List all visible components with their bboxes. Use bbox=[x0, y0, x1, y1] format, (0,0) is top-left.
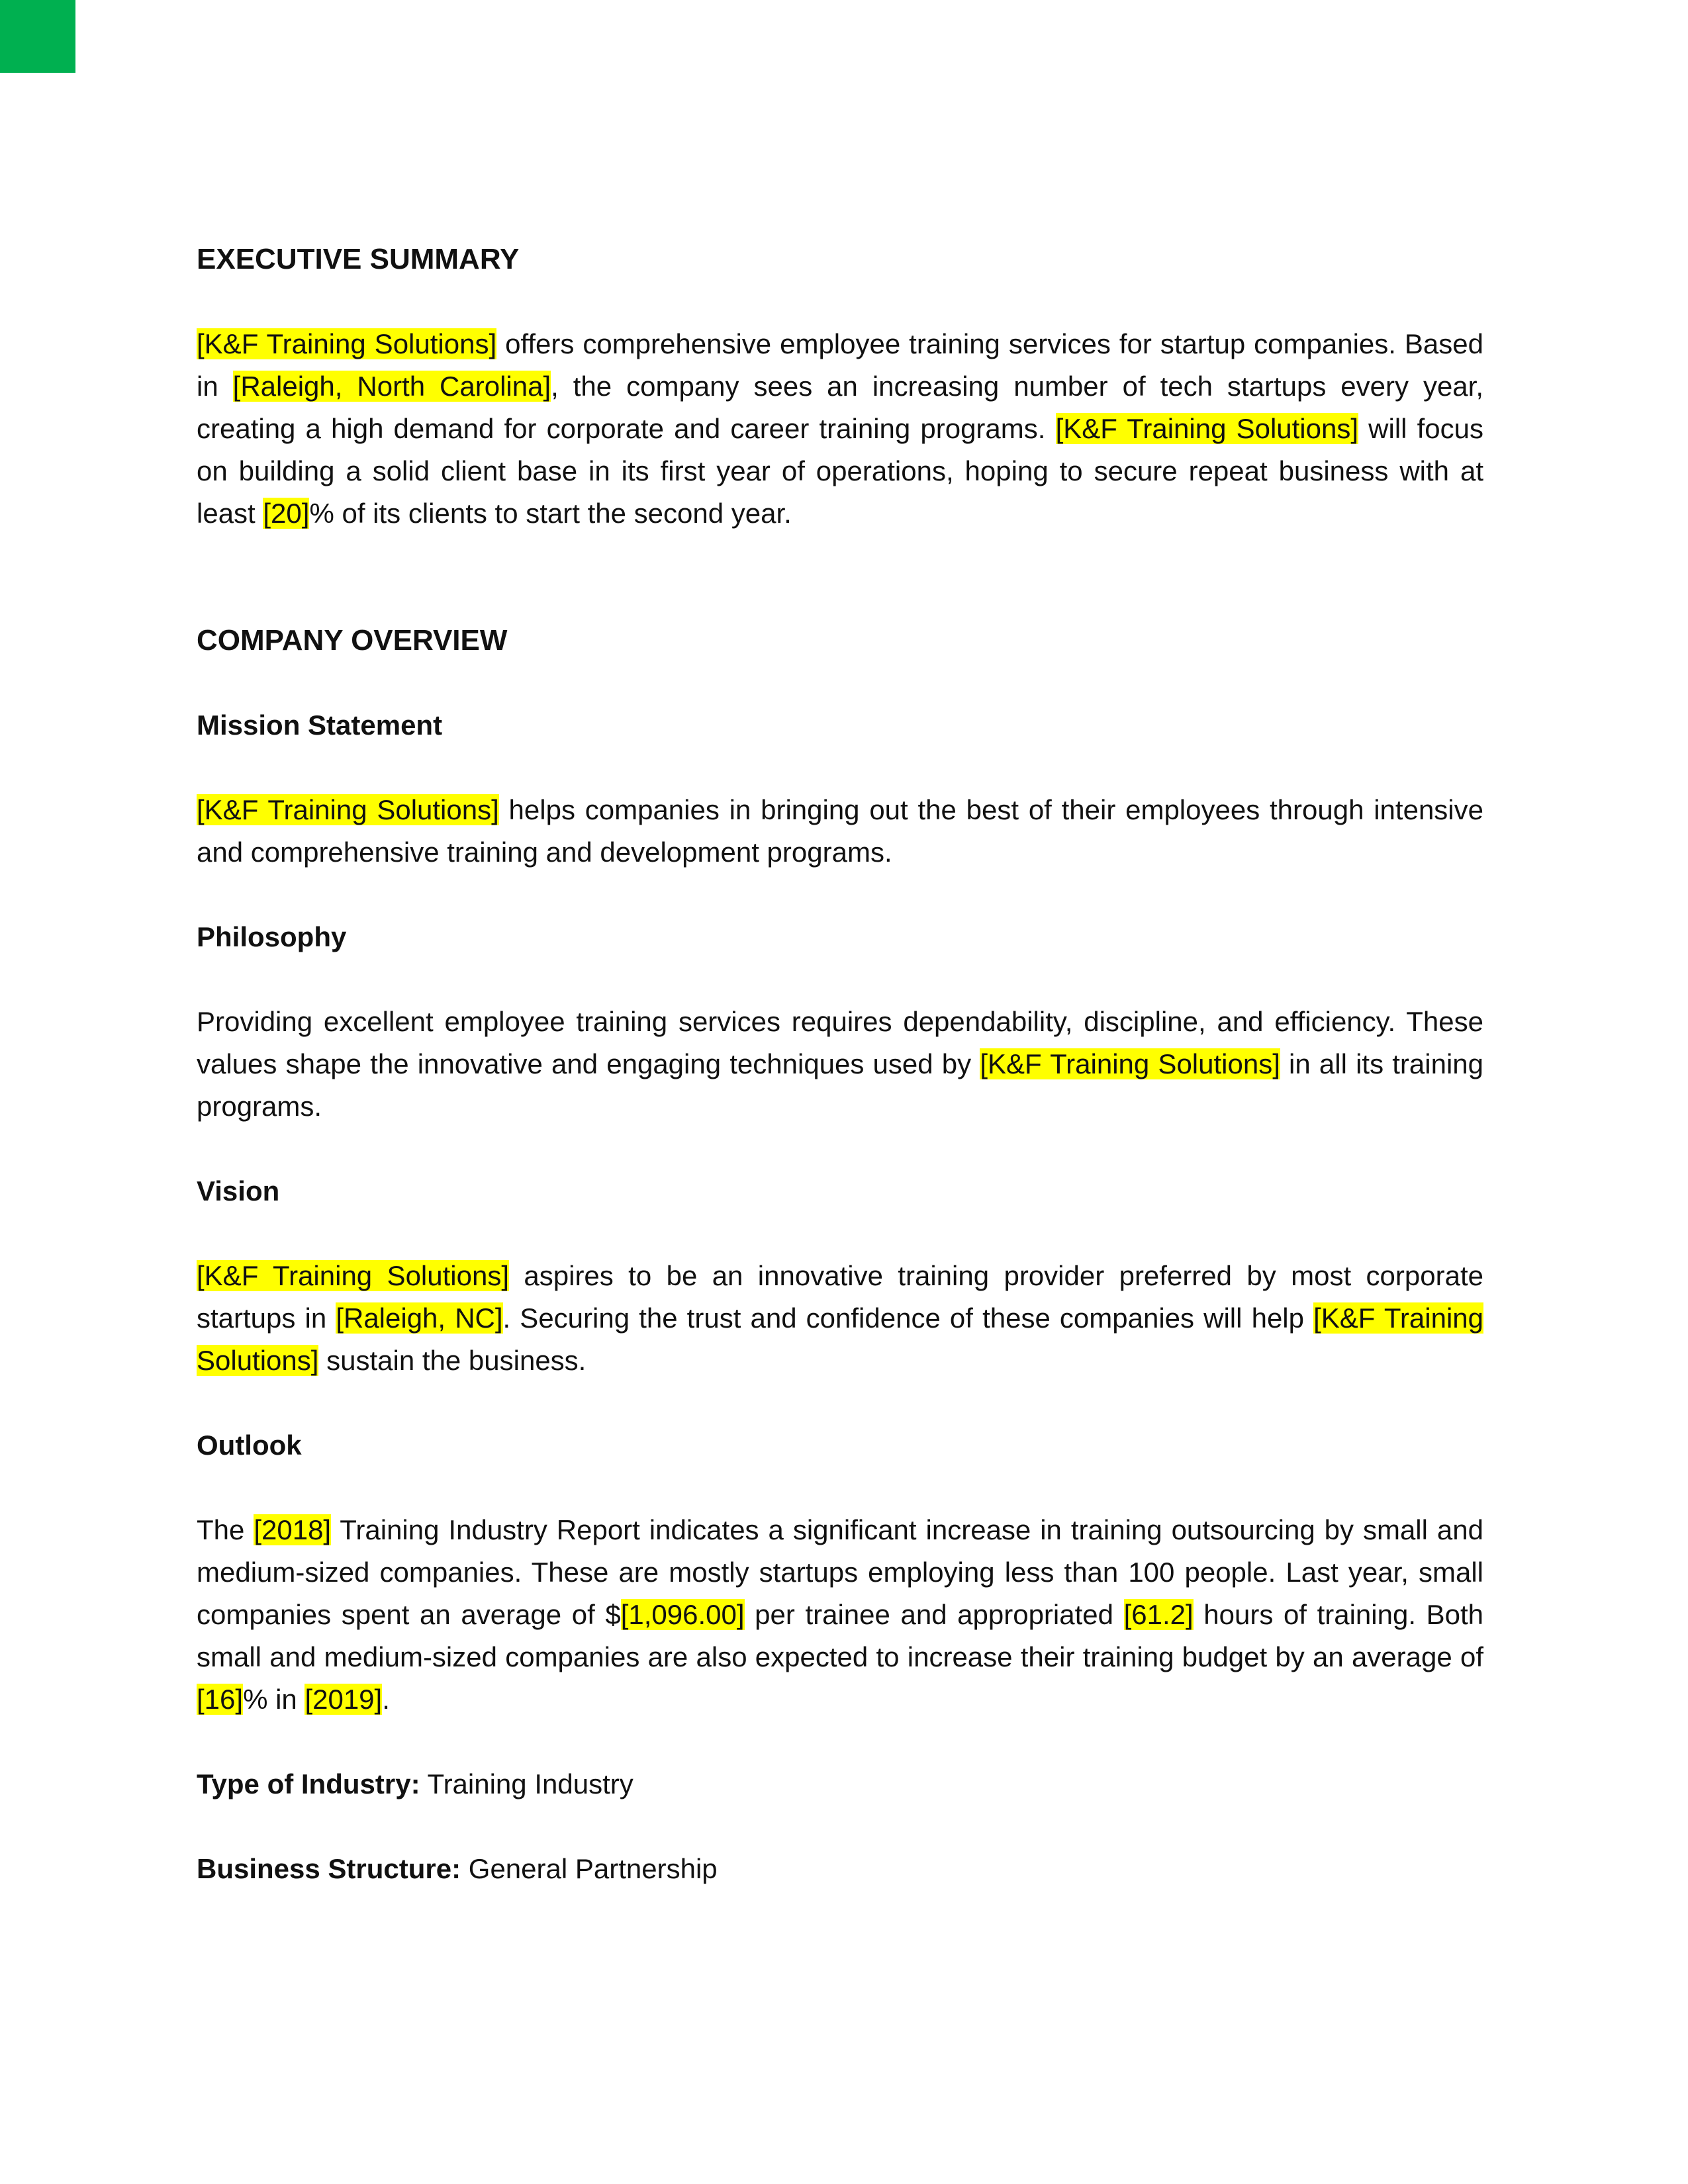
industry-type-label: Type of Industry: bbox=[197, 1768, 420, 1799]
placeholder-company-name: [K&F Training Solutions] bbox=[1055, 413, 1359, 444]
placeholder-company-name: [K&F Training Solutions] bbox=[197, 328, 497, 359]
placeholder-location: [Raleigh, North Carolina] bbox=[232, 371, 551, 402]
philosophy-heading: Philosophy bbox=[197, 921, 347, 952]
document-body bbox=[197, 238, 1483, 1890]
company-overview-heading: COMPANY OVERVIEW bbox=[197, 624, 508, 657]
business-structure-line bbox=[197, 1848, 1483, 1890]
mission-statement-heading: Mission Statement bbox=[197, 709, 443, 741]
industry-type-value: Training Industry bbox=[420, 1768, 633, 1799]
executive-summary-paragraph: [K&F Training Solutions] offers comprehensive employee training services for startup companies. Based in [Raleigh, North Carolina], the company sees an increasing number of tech startups every year, creating a high demand for corporate and career training programs. [K&F Training Solutions] will focus on building a solid client base in its first year of operations, hoping to secure repeat business with at least [20]% of its clients to start the second year. bbox=[197, 328, 1484, 529]
placeholder-amount: [1,096.00] bbox=[620, 1599, 745, 1630]
placeholder-percent: [20] bbox=[263, 498, 310, 529]
placeholder-year: [2019] bbox=[305, 1684, 383, 1715]
industry-type-line bbox=[197, 1763, 1483, 1805]
corner-mark bbox=[0, 0, 75, 73]
placeholder-company-name: [K&F Training Solutions] bbox=[197, 1260, 509, 1291]
placeholder-location: [Raleigh, NC] bbox=[336, 1302, 503, 1334]
philosophy-paragraph: Providing excellent employee training services requires dependability, discipline, and efficiency. These values shape the innovative and engaging techniques used by [K&F Training Solutions] in all its training programs. bbox=[197, 1006, 1483, 1122]
vision-paragraph: [K&F Training Solutions] aspires to be an innovative training provider preferred by most corporate startups in [Raleigh, NC]. Securing the trust and confidence of these companies will help [K&F Training Solutions] sustain the business. bbox=[197, 1260, 1483, 1376]
business-structure-label: Business Structure: bbox=[197, 1853, 461, 1884]
placeholder-year: [2018] bbox=[254, 1514, 332, 1545]
outlook-paragraph: The [2018] Training Industry Report indicates a significant increase in training outsourcing by small and medium-sized companies. These are mostly startups employing less than 100 people. Last year, small companies spent an average of $[1,096.00] per trainee and appropriated [61.2] hours of training. Both small and medium-sized companies are also expected to increase their training budget by an average of [16]% in [2019]. bbox=[197, 1514, 1483, 1715]
placeholder-hours: [61.2] bbox=[1123, 1599, 1194, 1630]
placeholder-company-name: [K&F Training Solutions] bbox=[197, 1302, 1483, 1376]
executive-summary-heading: EXECUTIVE SUMMARY bbox=[197, 243, 520, 275]
vision-heading: Vision bbox=[197, 1175, 280, 1206]
placeholder-company-name: [K&F Training Solutions] bbox=[980, 1048, 1280, 1079]
placeholder-percent: [16] bbox=[197, 1684, 244, 1715]
placeholder-company-name: [K&F Training Solutions] bbox=[197, 794, 499, 825]
outlook-heading: Outlook bbox=[197, 1430, 302, 1461]
mission-statement-paragraph: [K&F Training Solutions] helps companies in bringing out the best of their employees through intensive and comprehensive training and development programs. bbox=[197, 794, 1483, 868]
business-structure-value: General Partnership bbox=[461, 1853, 718, 1884]
